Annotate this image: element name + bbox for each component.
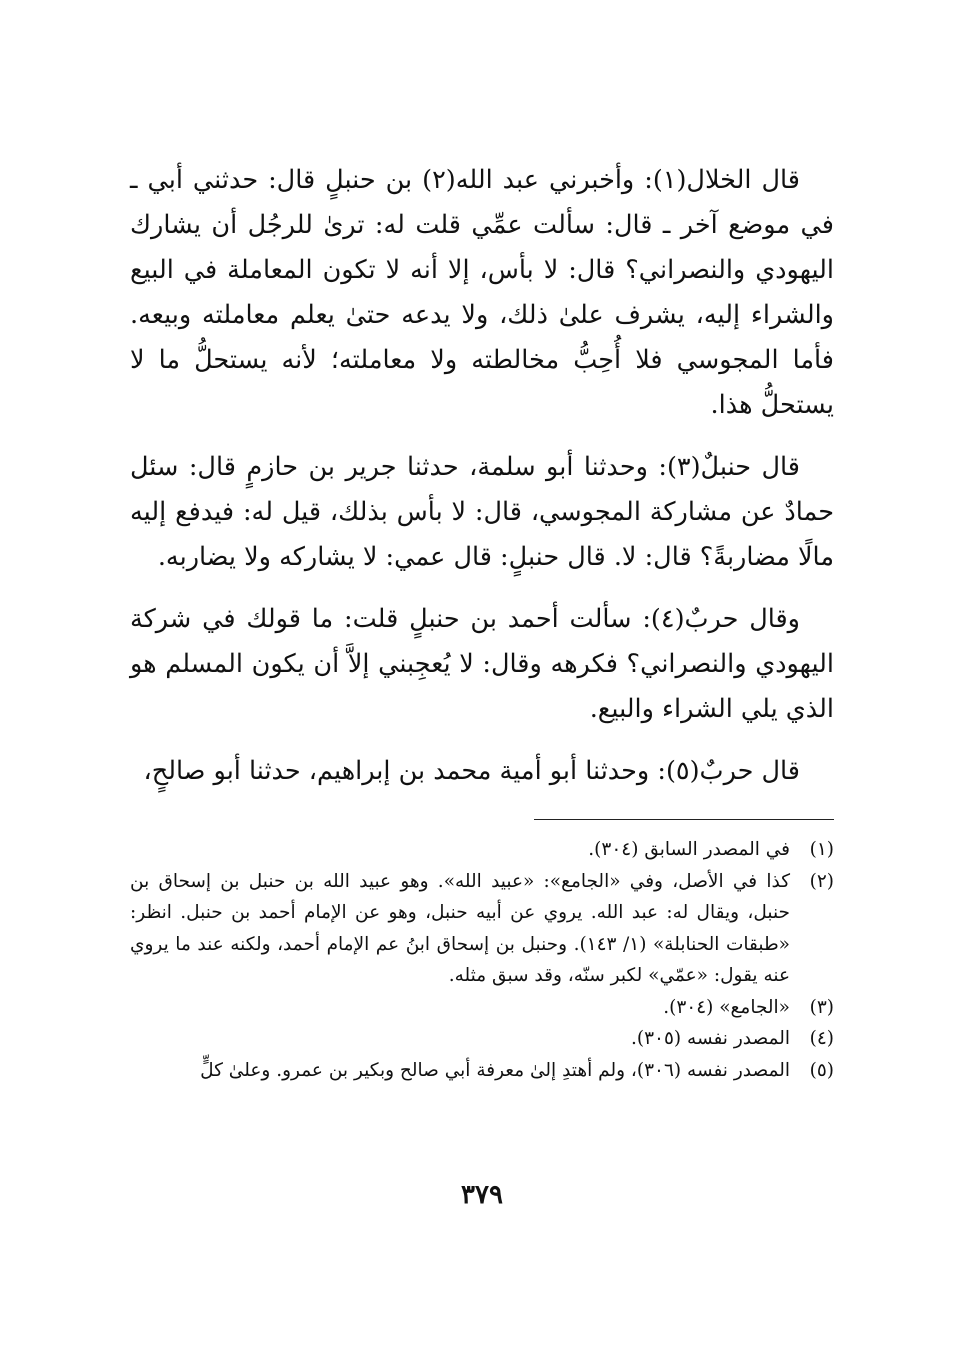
paragraph-khallal: قال الخلال(١): وأخبرني عبد الله(٢) بن حنبلٍ قال: حدثني أبي ـ في موضع آخر ـ قال: سألت عمِّي قلت له: ترىٰ للرجُل أن يشارك اليهودي والنصراني؟ قال: لا بأس، إلا أنه لا تكون المعاملة في البيع والشراء إليه، يشرف علىٰ ذلك، ولا يدعه حتىٰ يعلم معاملته وبيعه. فأما المجوسي فلا أُحِبُّ مخالطته ولا معاملته؛ لأنه يستحلُّ ما لا يستحلُّ هذا. [130, 165, 834, 420]
footnote-2 [130, 866, 834, 992]
footnote-text: المصدر نفسه (٣٠٥). [631, 1028, 790, 1049]
paragraph-harb-continued: قال حربٌ(٥): وحدثنا أبو أمية محمد بن إبراهيم، حدثنا أبو صالحٍ، [143, 756, 800, 786]
footnote-text: المصدر نفسه (٣٠٦)، ولم أهتدِ إلىٰ معرفة أبي صالح وبكير بن عمرو. وعلىٰ كلٍّ [200, 1059, 790, 1081]
footnote-number: (٤) [809, 1028, 834, 1049]
footnote-3 [130, 992, 834, 1024]
footnote-text: «الجامع» (٣٠٤). [663, 996, 790, 1018]
footnote-separator [534, 819, 834, 820]
paragraph-harb: وقال حربٌ(٤): سألت أحمد بن حنبلٍ قلت: ما قولك في شركة اليهودي والنصراني؟ فكرهه وقال: لا يُعجِبني إلاَّ أن يكون المسلم هو الذي يلي الشراء والبيع. [130, 604, 834, 724]
footnote-5 [130, 1055, 834, 1087]
footnote-number: (٥) [809, 1059, 834, 1081]
footnote-1 [130, 834, 834, 866]
footnote-4 [130, 1023, 834, 1055]
page-number: ٣٧٩ [461, 1180, 503, 1210]
footnote-text: كذا في الأصل، وفي «الجامع»: «عبيد الله». وهو عبيد الله بن حنبل بن إسحاق بن حنبل، ويقال له: عبد الله. يروي عن أبيه حنبل، وهو عن الإمام أحمد بن حنبل. انظر: «طبقات الحنابلة» (١/ ١٤٣). وحنبل بن إسحاق ابنُ عم الإمام أحمد، ولكنه عند ما يروي عنه يقول: «عمّي» لكبر سنّه، وقد سبق مثله. [130, 870, 790, 986]
footnote-number: (٣) [809, 996, 834, 1018]
footnotes [130, 834, 834, 1086]
footnote-number: (١) [809, 839, 834, 860]
main-text [130, 158, 834, 811]
footnote-number: (٢) [809, 870, 834, 892]
footnote-text: في المصدر السابق (٣٠٤). [588, 839, 790, 860]
paragraph-hanbal: قال حنبلٌ(٣): وحدثنا أبو سلمة، حدثنا جرير بن حازمٍ قال: سئل حمادٌ عن مشاركة المجوسي، قال: لا بأس بذلك، قيل له: فيدفع إليه مالًا مضاربةً؟ قال: لا. قال حنبلٍ: قال عمي: لا يشاركه ولا يضاربه. [130, 452, 834, 572]
